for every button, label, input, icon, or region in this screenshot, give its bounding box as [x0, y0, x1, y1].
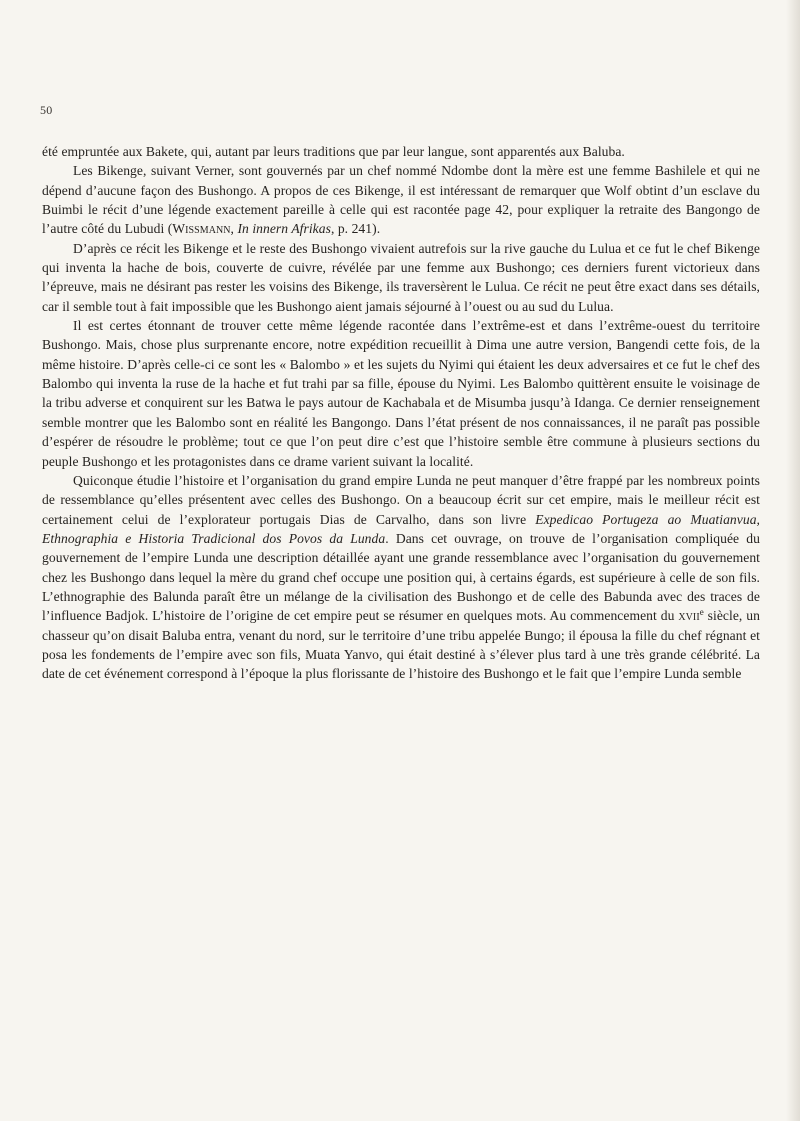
citation-title: In innern Afrikas — [237, 221, 331, 237]
paragraph-2-text: Les Bikenge, suivant Verner, sont gouvernés par un chef nommé Ndombe dont la mère est une femme Bashilele et qui ne dépend d’aucune façon des Bushongo. A propos de ces Bikenge, il est intéressant de remarquer que Wolf obtint d’un esclave du Buimbi le récit d’une légende exactement pareille à celle qui est racontée page 42, pour expliquer la retraite des Bangongo de l’autre côté du Lubudi ( — [42, 163, 760, 237]
paragraph-5-middle: . Dans cet ouvrage, on trouve de l’organisation compliquée du gouvernement de l’empire Lunda une description détaillée ayant une grande ressemblance avec l’organisation du gouvernement chez les Bushongo dans lequel la mère du grand chef occupe une position qui, à certains égards, est supérieure à celle de son fils. L’ethnographie des Balunda paraît être un mélange de la civilisation des Bushongo et de celle des Babunda avec des traces de l’influence Badjok. L’histoire de l’origine de cet empire peut se résumer en quelques mots. Au commencement du — [42, 530, 760, 624]
citation-separator: , — [230, 221, 238, 237]
paragraph-5-text: Quiconque étudie l’histoire et l’organisation du grand empire Lunda ne peut manquer d’être frappé par les nombreux points de ressemblance qu’elles présentent avec celles des Bushongo. On a beaucoup écrit sur cet empire, mais le meilleur récit est certainement celui de l’explorateur portugais Dias de Carvalho, dans son livre — [42, 472, 760, 527]
page-number: 50 — [40, 103, 53, 117]
paragraph-3: D’après ce récit les Bikenge et le reste des Bushongo vivaient autrefois sur la rive gauche du Lulua et ce fut le chef Bikenge qui inventa la hache de bois, couverte de cuivre, révélée par une femme aux Bushongo; ces derniers furent victorieux dans l’épreuve, mais ne désirant pas rester les voisins des Bikenge, ils traversèrent le Lulua. Ce récit ne peut être exact dans ses détails, car il semble tout à fait impossible que les Bushongo aient jamais séjourné à l’ouest ou au sud du Lulua. — [42, 240, 760, 314]
paragraph-2 — [42, 161, 760, 238]
citation-author: Wissmann — [172, 221, 231, 237]
century-numeral: xvii — [678, 608, 700, 624]
citation-page: , p. 241). — [330, 221, 381, 237]
paragraph-5-end: siècle, un chasseur qu’on disait Baluba entra, venant du nord, sur le territoire d’une tribu appelée Bungo; il épousa la fille du chef régnant et posa les fondements de l’empire avec son fils, Muata Yanvo, qui était destiné à s’élever plus tard à une très grande célébrité. La date de cet événement correspond à l’époque la plus florissante de l’histoire des Bushongo et le fait que l’empire Lunda semble — [42, 608, 760, 682]
body-text — [42, 142, 760, 684]
century-superscript: e — [699, 607, 704, 618]
paragraph-1: été empruntée aux Bakete, qui, autant par leurs traditions que par leur langue, sont apparentés aux Baluba. — [42, 144, 625, 159]
paragraph-5 — [42, 471, 760, 684]
book-title: Expedicao Portugeza ao Muatianvua, Ethnographia e Historia Tradicional dos Povos da Lunda — [42, 511, 760, 546]
page-edge-shadow — [786, 0, 800, 1121]
paragraph-4: Il est certes étonnant de trouver cette même légende racontée dans l’extrême-est et dans l’extrême-ouest du territoire Bushongo. Mais, chose plus surprenante encore, notre expédition recueillit à Dima une autre version, Bangendi cette fois, de la même histoire. D’après celle-ci ce sont les « Balombo » et les sujets du Nyimi qui étaient les deux adversaires et ce fut le chef des Balombo qui inventa la ruse de la hache et fut trahi par sa fille, épouse du Nyimi. Les Balombo quittèrent ensuite le voisinage de la tribu adverse et conquirent sur les Batwa le pays autour de Kachabala et de Misumba jusqu’à Idanga. Ce dernier renseignement semble montrer que les Balombo sont en réalité les Bangongo. Dans l’état présent de nos connaissances, il ne paraît pas possible d’espérer de résoudre le problème; tout ce que l’on peut dire c’est que l’histoire semble être commune à plusieurs sections du peuple Bushongo et les protagonistes dans ce drame varient suivant la localité. — [42, 318, 760, 469]
